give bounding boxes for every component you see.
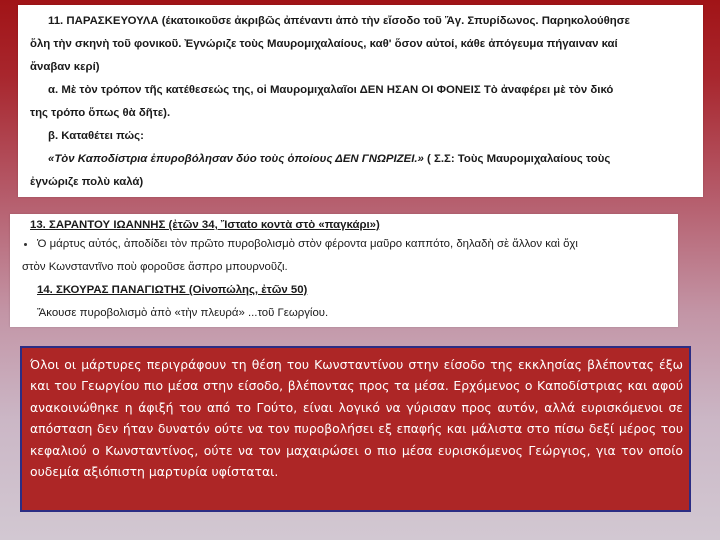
witness-11-point-a-cont: της τρόπο ὅπως θὰ δῆτε). [30,107,171,119]
witness-11-line-2: ὅλη τὴν σκηνὴ τοῦ φονικοῦ. Ἐγνώριζε τοὺς Μαυρομιχαλαίους, καθ' ὅσον αὐτοί, κάθε ἀπόγευμα πήγαιναν καί [30,38,618,50]
bullet-dot [24,243,27,246]
witness-14-line-2: Ἄκουσε πυροβολισμὸ ἀπὸ «τὴν πλευρά» ...τοῦ Γεωργίου. [37,307,329,319]
commentary-text: Όλοι οι μάρτυρες περιγράφουν τη θέση του Κωνσταντίνου στην είσοδο της εκκλησίας βλέποντας έξω και του Γεωργίου πιο μέσα στην είσοδο, βλέποντας προς τα μέσα. Ερχόμενος ο Καποδίστριας και αφού ανακοινώθηκε η άφιξή του από το Γούτο, είναι λογικό να γύρισαν προς αυτόν, αλλά ευρισκόμενοι σε απόσταση δεν ήταν δυνατόν ούτε να τον πυροβολήσει εξ επαφής και μάλιστα στο πίσω δεξί μέρος του κεφαλιού ο Κωνσταντίνος, ούτε να τον μαχαιρώσει ο πιο μέσα ευρισκόμενος Γεώργιος, για τον οποίο ουδεμία αξιόπιστη μαρτυρία υφίσταται. [30,357,683,480]
witness-11-note: ( Σ.Σ: Τοὺς Μαυρομιχαλαίους τοὺς [423,153,611,165]
testimony-scan-1 [18,5,703,197]
witness-11-line-8: ἐγνώριζε πολὺ καλά) [30,176,144,188]
witness-11-point-b: β. Καταθέτει πώς: [48,130,144,142]
witness-11-quote-line [48,148,610,171]
witness-11-heading-text: 11. ΠΑΡΑΣΚΕΥΟΥΛΑ (έκατοικοῦσε ἀκριβῶς ἀπέναντι ἀπὸ τὴν εἴσοδο τοῦ Ἅγ. Σπυρίδωνος. Παρηκολούθησε [48,15,630,27]
witness-11-quote: «Τὸν Καποδίστρια ἐπυροβόλησαν δύο τοὺς ὁποίους ΔΕΝ ΓΝΩΡΙΖΕΙ.» [48,153,424,165]
witness-13-line-2: Ὁ μάρτυς αὐτός, ἀποδίδει τὸν πρῶτο πυροβολισμὸ στὸν φέροντα μαῦρο καππότο, δηλαδὴ σὲ ἄλλον καὶ ὄχι [37,238,578,250]
commentary-box [20,346,691,512]
witness-11-point-a: α. Μὲ τὸν τρόπον τῆς κατέθεσεώς της, οἱ Μαυρομιχαλαῖοι ΔΕΝ ΗΣΑΝ ΟΙ ΦΟΝΕΙΣ Τὸ ἀναφέρει μὲ τὸν δικό [48,84,614,96]
witness-13-heading: 13. ΣΑΡΑΝΤΟΥ ΙΩΑΝΝΗΣ (ἐτῶν 34, Ἴσταto κοντὰ στὸ «παγκάρι») [30,219,380,231]
witness-11-line-3: ἄναβαν κερί) [30,61,100,73]
witness-13-line-3: στὸν Κωνσταντῖνο ποὺ φοροῦσε ἄσπρο μπουρνοῦζι. [22,261,288,273]
witness-14-heading: 14. ΣΚΟΥΡΑΣ ΠΑΝΑΓΙΩΤΗΣ (Οἰνοπώλης, ἐτῶν 50) [37,284,308,296]
testimony-scan-2 [10,214,678,327]
witness-11-heading [48,10,630,33]
